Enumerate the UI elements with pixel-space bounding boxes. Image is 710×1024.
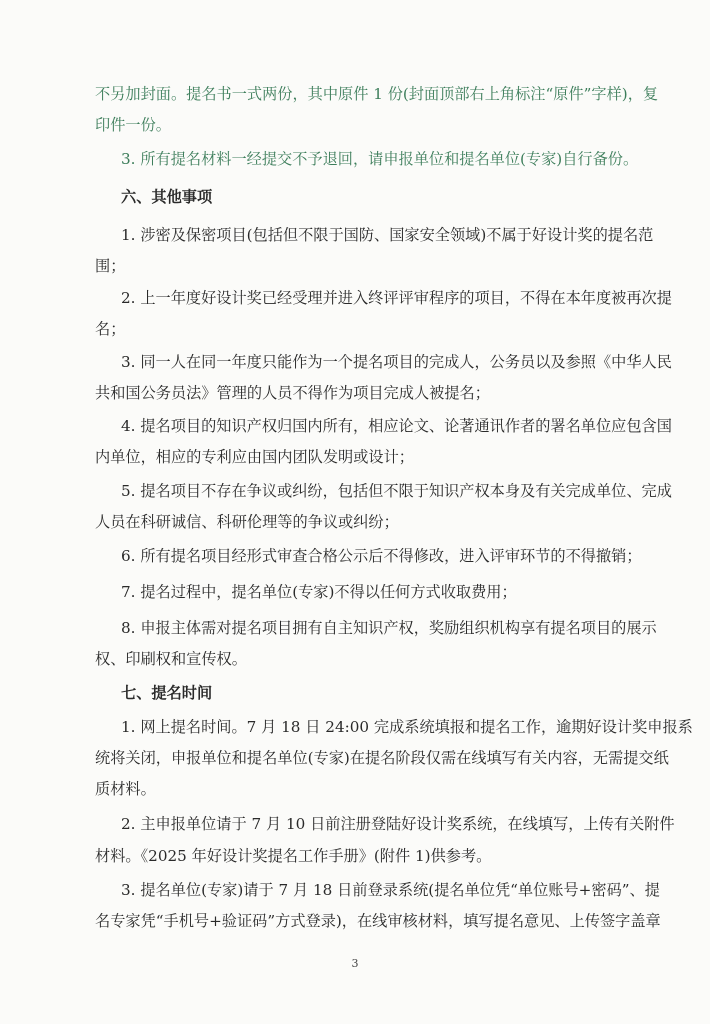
paragraph-line: 5. 提名项目不存在争议或纠纷，包括但不限于知识产权本身及有关完成单位、完成 (121, 482, 672, 500)
paragraph-line: 4. 提名项目的知识产权归国内所有，相应论文、论著通讯作者的署名单位应包含国 (121, 417, 672, 435)
paragraph-line: 1. 涉密及保密项目(包括但不限于国防、国家安全领域)不属于好设计奖的提名范 (121, 226, 654, 244)
paragraph-line: 6. 所有提名项目经形式审查合格公示后不得修改，进入评审环节的不得撤销； (121, 547, 642, 565)
paragraph-line: 7. 提名过程中，提名单位(专家)不得以任何方式收取费用； (121, 583, 517, 601)
paragraph-line: 不另加封面。提名书一式两份，其中原件 1 份(封面顶部右上角标注“原件”字样)，复 (95, 85, 659, 103)
page-number: 3 (351, 957, 359, 970)
section-heading: 六、其他事项 (121, 188, 213, 206)
paragraph-line: 2. 主申报单位请于 7 月 10 日前注册登陆好设计奖系统，在线填写，上传有关附件 (121, 815, 675, 833)
paragraph-line: 8. 申报主体需对提名项目拥有自主知识产权，奖励组织机构享有提名项目的展示 (121, 619, 657, 637)
paragraph-line: 印件一份。 (95, 116, 171, 134)
paragraph-line: 围； (95, 257, 126, 275)
paragraph-line: 2. 上一年度好设计奖已经受理并进入终评评审程序的项目，不得在本年度被再次提 (121, 289, 672, 307)
paragraph-line: 质材料。 (95, 780, 156, 798)
paragraph-line: 权、印刷权和宣传权。 (95, 650, 247, 668)
paragraph-line: 3. 提名单位(专家)请于 7 月 18 日前登录系统(提名单位凭“单位账号+密码”、提 (121, 881, 660, 899)
paragraph-line: 名； (95, 320, 126, 338)
paragraph-line: 共和国公务员法》管理的人员不得作为项目完成人被提名； (95, 384, 490, 402)
paragraph-line: 人员在科研诚信、科研伦理等的争议或纠纷； (95, 513, 399, 531)
paragraph-line: 材料。《2025 年好设计奖提名工作手册》(附件 1)供参考。 (95, 847, 492, 865)
paragraph-line: 名专家凭“手机号+验证码”方式登录)，在线审核材料，填写提名意见、上传签字盖章 (95, 912, 661, 930)
paragraph-line: 内单位，相应的专利应由国内团队发明或设计； (95, 448, 414, 466)
paragraph-line: 统将关闭，申报单位和提名单位(专家)在提名阶段仅需在线填写有关内容，无需提交纸 (95, 749, 669, 767)
paragraph-line: 3. 同一人在同一年度只能作为一个提名项目的完成人，公务员以及参照《中华人民 (121, 353, 672, 371)
paragraph-line: 1. 网上提名时间。7 月 18 日 24:00 完成系统填报和提名工作，逾期好设计奖申报系 (121, 718, 693, 736)
section-heading: 七、提名时间 (121, 684, 213, 702)
paragraph-line: 3. 所有提名材料一经提交不予退回，请申报单位和提名单位(专家)自行备份。 (121, 150, 639, 168)
